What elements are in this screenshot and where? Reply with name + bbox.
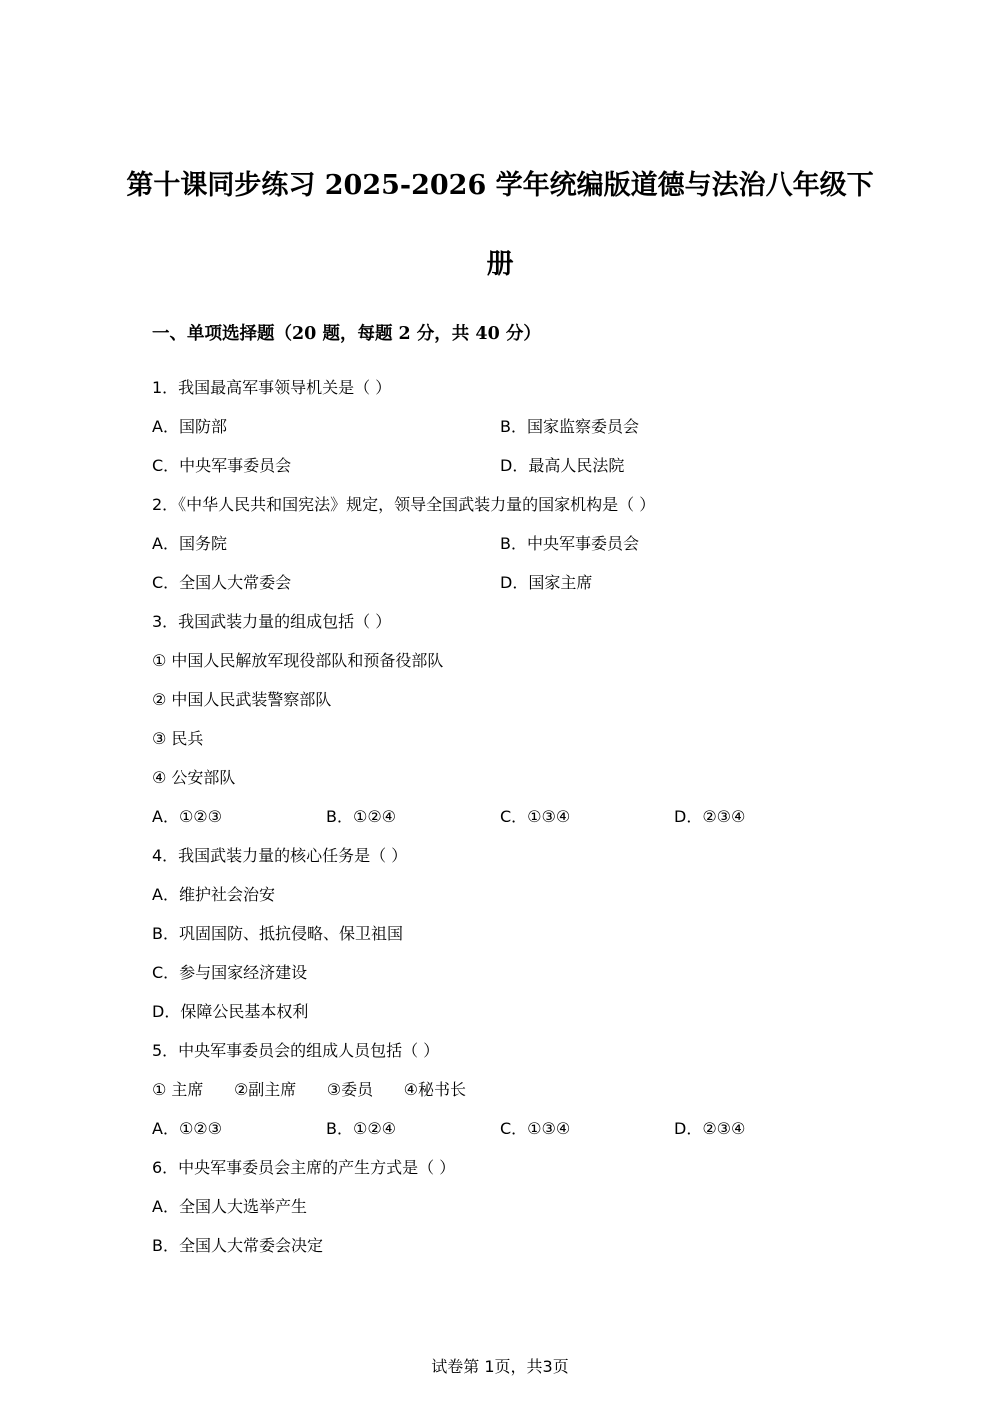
question-1-option-a: A．国防部 <box>152 417 227 436</box>
question-4-option-b: B．巩固国防、抵抗侵略、保卫祖国 <box>152 924 403 943</box>
document-title: 第十课同步练习 2025-2026 学年统编版道德与法治八年级下 <box>126 170 874 201</box>
question-3-item-2: ② 中国人民武装警察部队 <box>152 690 332 709</box>
question-4-option-d: D．保障公民基本权利 <box>152 1002 309 1021</box>
question-2-option-c: C．全国人大常委会 <box>152 573 292 592</box>
question-5-option-c: C．①③④ <box>500 1119 571 1138</box>
question-3-item-4: ④ 公安部队 <box>152 768 236 787</box>
question-6-option-b: B．全国人大常委会决定 <box>152 1236 323 1255</box>
question-3-item-1: ① 中国人民解放军现役部队和预备役部队 <box>152 651 444 670</box>
question-2-option-b: B．中央军事委员会 <box>500 534 639 553</box>
question-3-option-c: C．①③④ <box>500 807 571 826</box>
question-1-option-c: C．中央军事委员会 <box>152 456 292 475</box>
question-1-stem: 1．我国最高军事领导机关是（ ） <box>152 378 392 397</box>
question-4-stem: 4．我国武装力量的核心任务是（ ） <box>152 846 408 865</box>
question-2-stem: 2．《中华人民共和国宪法》规定，领导全国武装力量的国家机构是（ ） <box>152 495 656 514</box>
question-5-option-d: D．②③④ <box>674 1119 746 1138</box>
question-5-items: ① 主席 ②副主席 ③委员 ④秘书长 <box>152 1080 467 1099</box>
question-2-option-d: D．国家主席 <box>500 573 593 592</box>
question-3-stem: 3．我国武装力量的组成包括（ ） <box>152 612 392 631</box>
section-heading: 一、单项选择题（20 题，每题 2 分，共 40 分） <box>152 324 541 344</box>
question-5-option-b: B．①②④ <box>326 1119 397 1138</box>
document-title-continued: 册 <box>486 249 514 280</box>
question-1-option-d: D．最高人民法院 <box>500 456 625 475</box>
question-6-option-a: A．全国人大选举产生 <box>152 1197 307 1216</box>
question-3-option-a: A．①②③ <box>152 807 222 826</box>
question-5-stem: 5．中央军事委员会的组成人员包括（ ） <box>152 1041 440 1060</box>
question-5-option-a: A．①②③ <box>152 1119 222 1138</box>
question-2-option-a: A．国务院 <box>152 534 227 553</box>
question-6-stem: 6．中央军事委员会主席的产生方式是（ ） <box>152 1158 456 1177</box>
question-4-option-a: A．维护社会治安 <box>152 885 275 904</box>
page-footer: 试卷第 1页，共3页 <box>431 1357 569 1376</box>
question-1-option-b: B．国家监察委员会 <box>500 417 639 436</box>
question-3-option-d: D．②③④ <box>674 807 746 826</box>
question-3-item-3: ③ 民兵 <box>152 729 204 748</box>
question-4-option-c: C．参与国家经济建设 <box>152 963 308 982</box>
question-3-option-b: B．①②④ <box>326 807 397 826</box>
